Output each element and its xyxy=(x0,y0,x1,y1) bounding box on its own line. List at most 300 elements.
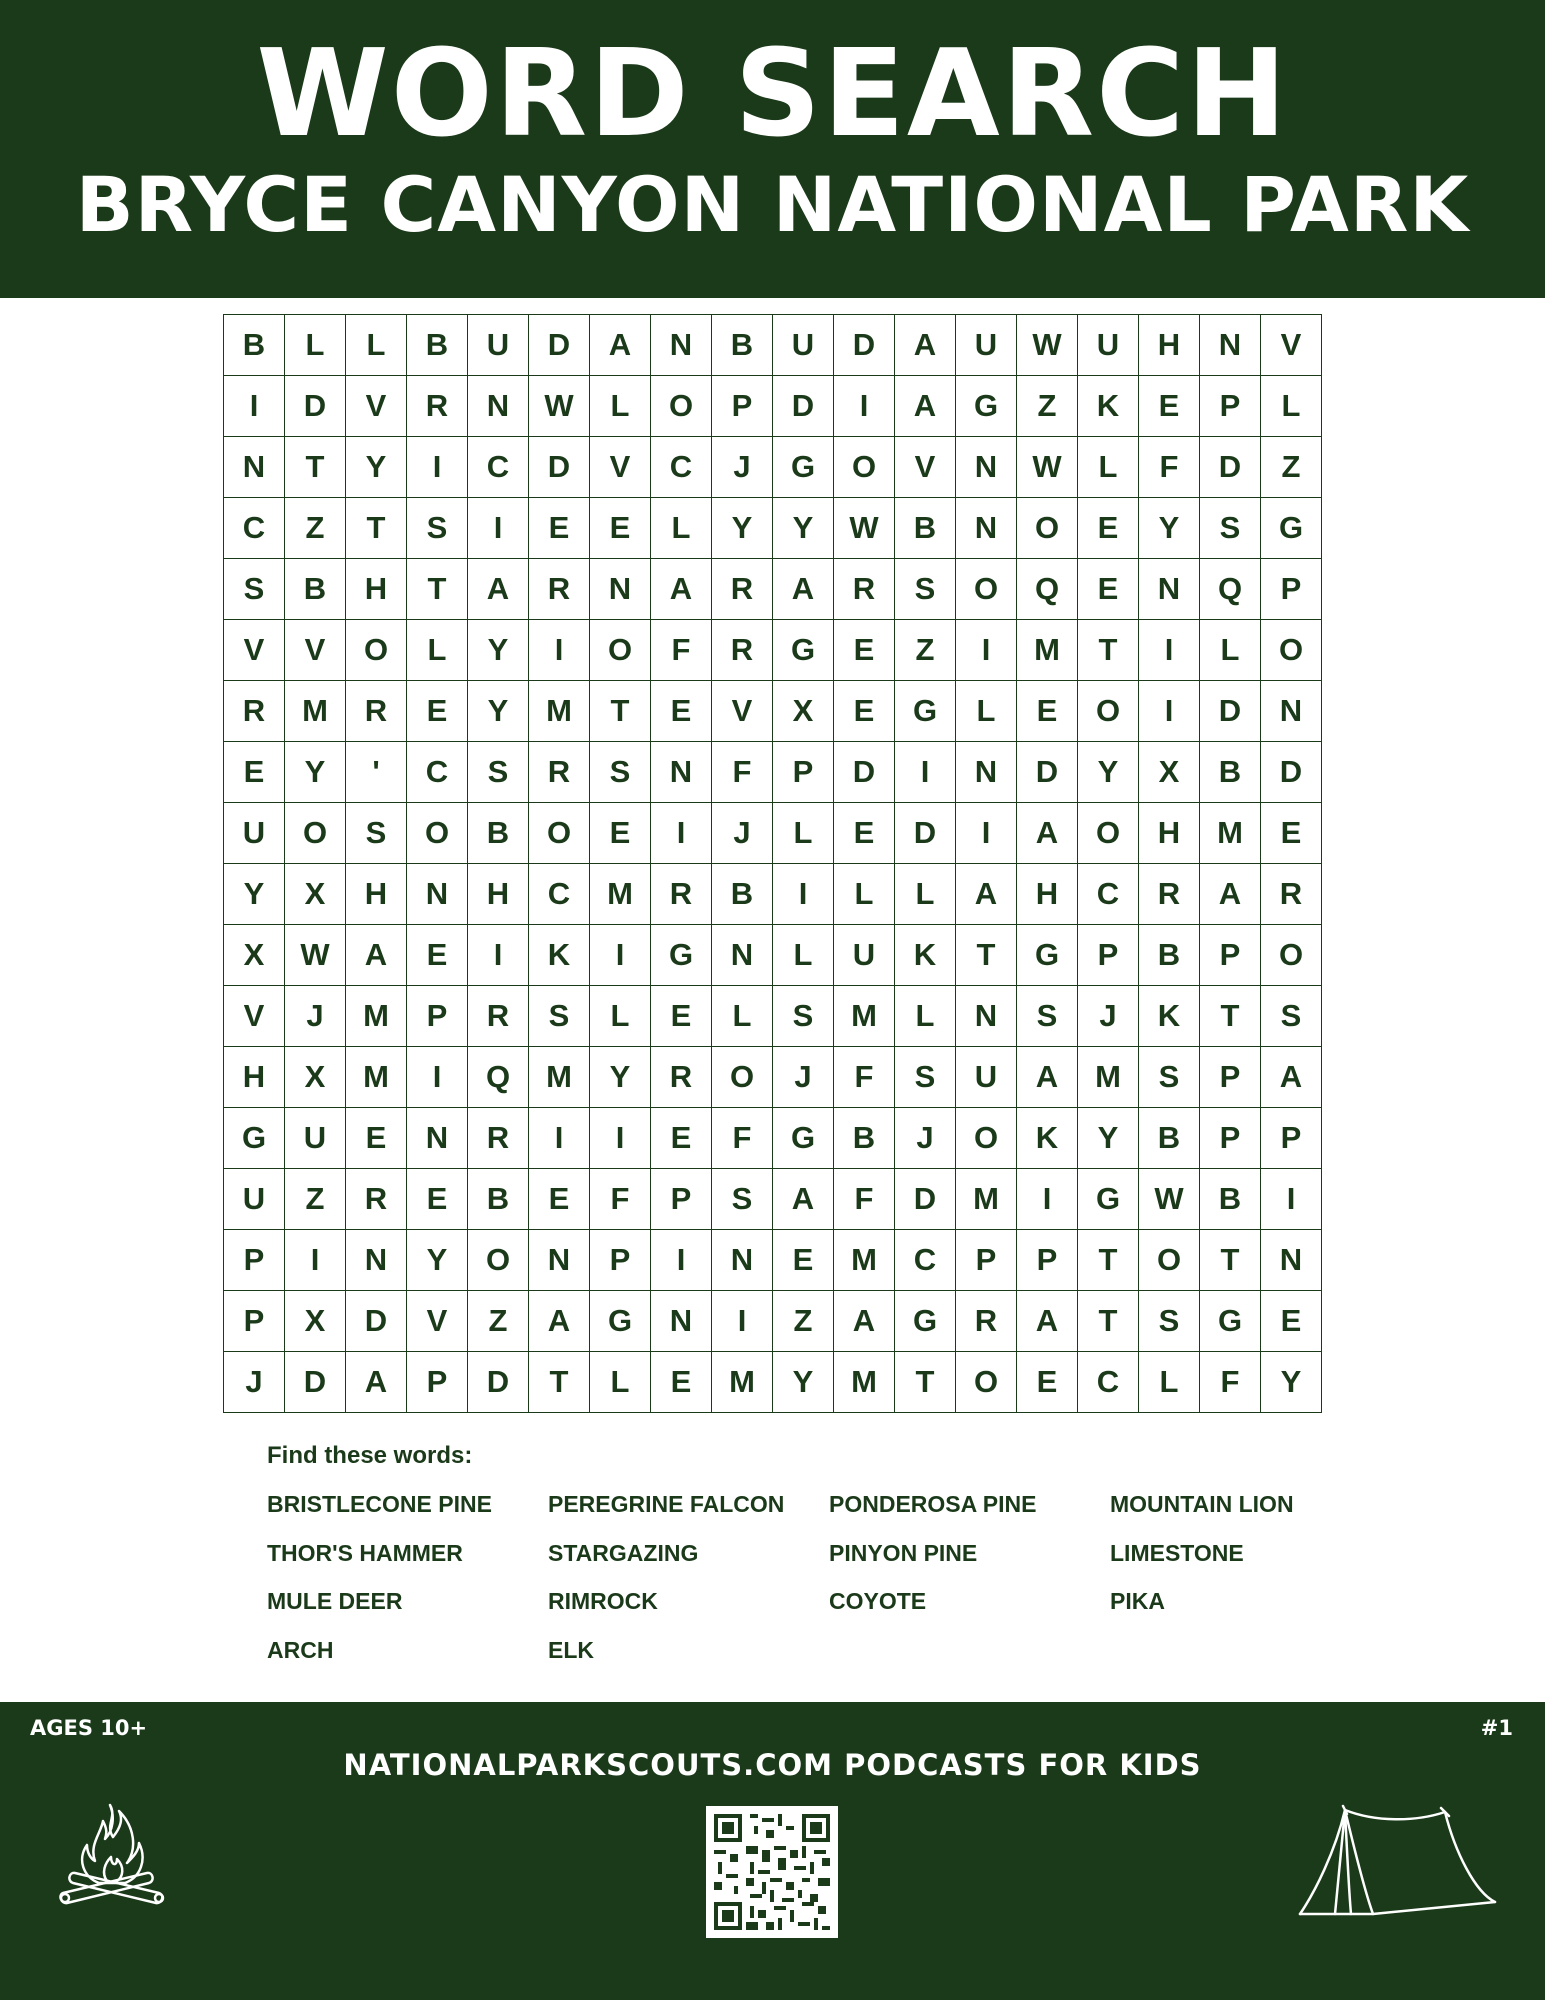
grid-cell[interactable]: T xyxy=(1078,620,1139,681)
grid-cell[interactable]: C xyxy=(651,437,712,498)
grid-cell[interactable]: K xyxy=(529,925,590,986)
grid-cell[interactable]: Y xyxy=(468,681,529,742)
grid-cell[interactable]: S xyxy=(895,1047,956,1108)
grid-cell[interactable]: E xyxy=(590,803,651,864)
grid-cell[interactable]: A xyxy=(1200,864,1261,925)
grid-cell[interactable]: K xyxy=(1078,376,1139,437)
grid-cell[interactable]: Q xyxy=(468,1047,529,1108)
grid-cell[interactable]: P xyxy=(224,1291,285,1352)
grid-cell[interactable]: Y xyxy=(1078,1108,1139,1169)
grid-cell[interactable]: H xyxy=(1139,315,1200,376)
grid-cell[interactable]: G xyxy=(895,1291,956,1352)
grid-cell[interactable]: R xyxy=(529,742,590,803)
grid-cell[interactable]: P xyxy=(712,376,773,437)
grid-cell[interactable]: S xyxy=(1017,986,1078,1047)
grid-cell[interactable]: A xyxy=(651,559,712,620)
grid-cell[interactable]: R xyxy=(834,559,895,620)
grid-cell[interactable]: C xyxy=(1078,864,1139,925)
grid-cell[interactable]: Y xyxy=(712,498,773,559)
grid-cell[interactable]: S xyxy=(1139,1047,1200,1108)
grid-cell[interactable]: T xyxy=(895,1352,956,1413)
grid-cell[interactable]: A xyxy=(1017,1047,1078,1108)
grid-cell[interactable]: P xyxy=(407,1352,468,1413)
grid-cell[interactable]: C xyxy=(1078,1352,1139,1413)
grid-cell[interactable]: S xyxy=(895,559,956,620)
grid-cell[interactable]: H xyxy=(468,864,529,925)
grid-cell[interactable]: U xyxy=(834,925,895,986)
grid-cell[interactable]: H xyxy=(224,1047,285,1108)
grid-cell[interactable]: U xyxy=(956,315,1017,376)
grid-cell[interactable]: I xyxy=(1139,620,1200,681)
grid-cell[interactable]: F xyxy=(834,1047,895,1108)
grid-cell[interactable]: H xyxy=(346,864,407,925)
grid-cell[interactable]: A xyxy=(773,1169,834,1230)
grid-cell[interactable]: P xyxy=(773,742,834,803)
grid-cell[interactable]: T xyxy=(590,681,651,742)
grid-cell[interactable]: Y xyxy=(224,864,285,925)
grid-cell[interactable]: D xyxy=(834,742,895,803)
grid-cell[interactable]: U xyxy=(468,315,529,376)
grid-cell[interactable]: I xyxy=(834,376,895,437)
grid-cell[interactable]: X xyxy=(285,1291,346,1352)
grid-cell[interactable]: O xyxy=(529,803,590,864)
grid-cell[interactable]: G xyxy=(1261,498,1322,559)
grid-cell[interactable]: V xyxy=(285,620,346,681)
grid-cell[interactable]: X xyxy=(285,1047,346,1108)
grid-cell[interactable]: E xyxy=(224,742,285,803)
grid-cell[interactable]: A xyxy=(346,925,407,986)
grid-cell[interactable]: O xyxy=(956,559,1017,620)
grid-cell[interactable]: J xyxy=(773,1047,834,1108)
grid-cell[interactable]: L xyxy=(590,1352,651,1413)
grid-cell[interactable]: G xyxy=(651,925,712,986)
grid-cell[interactable]: E xyxy=(651,681,712,742)
grid-cell[interactable]: N xyxy=(1139,559,1200,620)
grid-cell[interactable]: G xyxy=(773,1108,834,1169)
grid-cell[interactable]: F xyxy=(590,1169,651,1230)
grid-cell[interactable]: I xyxy=(956,620,1017,681)
grid-cell[interactable]: H xyxy=(1017,864,1078,925)
grid-cell[interactable]: P xyxy=(590,1230,651,1291)
grid-cell[interactable]: F xyxy=(1200,1352,1261,1413)
grid-cell[interactable]: I xyxy=(468,498,529,559)
grid-cell[interactable]: I xyxy=(956,803,1017,864)
grid-cell[interactable]: B xyxy=(895,498,956,559)
grid-cell[interactable]: T xyxy=(1078,1230,1139,1291)
grid-cell[interactable]: R xyxy=(468,986,529,1047)
grid-cell[interactable]: R xyxy=(956,1291,1017,1352)
grid-cell[interactable]: E xyxy=(1139,376,1200,437)
grid-cell[interactable]: D xyxy=(285,376,346,437)
grid-cell[interactable]: F xyxy=(712,742,773,803)
grid-cell[interactable]: M xyxy=(834,1230,895,1291)
grid-cell[interactable]: N xyxy=(956,986,1017,1047)
grid-cell[interactable]: I xyxy=(407,1047,468,1108)
grid-cell[interactable]: K xyxy=(1017,1108,1078,1169)
grid-cell[interactable]: A xyxy=(468,559,529,620)
grid-cell[interactable]: C xyxy=(468,437,529,498)
grid-cell[interactable]: I xyxy=(590,925,651,986)
grid-cell[interactable]: L xyxy=(773,925,834,986)
grid-cell[interactable]: L xyxy=(1139,1352,1200,1413)
grid-cell[interactable]: R xyxy=(651,1047,712,1108)
grid-cell[interactable]: A xyxy=(1261,1047,1322,1108)
grid-cell[interactable]: N xyxy=(468,376,529,437)
grid-cell[interactable]: R xyxy=(1139,864,1200,925)
grid-cell[interactable]: G xyxy=(1017,925,1078,986)
grid-cell[interactable]: F xyxy=(651,620,712,681)
grid-cell[interactable]: F xyxy=(1139,437,1200,498)
grid-cell[interactable]: G xyxy=(224,1108,285,1169)
grid-cell[interactable]: P xyxy=(1200,925,1261,986)
grid-cell[interactable]: T xyxy=(407,559,468,620)
grid-cell[interactable]: P xyxy=(651,1169,712,1230)
grid-cell[interactable]: J xyxy=(1078,986,1139,1047)
grid-cell[interactable]: M xyxy=(834,986,895,1047)
grid-cell[interactable]: Y xyxy=(407,1230,468,1291)
grid-cell[interactable]: D xyxy=(895,803,956,864)
grid-cell[interactable]: G xyxy=(590,1291,651,1352)
grid-cell[interactable]: O xyxy=(1261,620,1322,681)
grid-cell[interactable]: N xyxy=(590,559,651,620)
grid-cell[interactable]: J xyxy=(712,437,773,498)
grid-cell[interactable]: T xyxy=(1078,1291,1139,1352)
grid-cell[interactable]: W xyxy=(1139,1169,1200,1230)
grid-cell[interactable]: U xyxy=(1078,315,1139,376)
grid-cell[interactable]: N xyxy=(1200,315,1261,376)
grid-cell[interactable]: J xyxy=(285,986,346,1047)
grid-cell[interactable]: X xyxy=(285,864,346,925)
grid-cell[interactable]: O xyxy=(956,1352,1017,1413)
grid-cell[interactable]: M xyxy=(1078,1047,1139,1108)
grid-cell[interactable]: Y xyxy=(468,620,529,681)
grid-cell[interactable]: V xyxy=(224,986,285,1047)
grid-cell[interactable]: O xyxy=(407,803,468,864)
grid-cell[interactable]: L xyxy=(1200,620,1261,681)
grid-cell[interactable]: A xyxy=(1017,803,1078,864)
grid-cell[interactable]: M xyxy=(346,986,407,1047)
grid-cell[interactable]: T xyxy=(346,498,407,559)
grid-cell[interactable]: B xyxy=(1200,1169,1261,1230)
grid-cell[interactable]: I xyxy=(407,437,468,498)
grid-cell[interactable]: P xyxy=(407,986,468,1047)
grid-cell[interactable]: B xyxy=(224,315,285,376)
grid-cell[interactable]: B xyxy=(285,559,346,620)
grid-cell[interactable]: A xyxy=(834,1291,895,1352)
grid-cell[interactable]: E xyxy=(651,986,712,1047)
grid-cell[interactable]: Y xyxy=(346,437,407,498)
grid-cell[interactable]: Z xyxy=(895,620,956,681)
grid-cell[interactable]: I xyxy=(651,803,712,864)
grid-cell[interactable]: M xyxy=(590,864,651,925)
grid-cell[interactable]: N xyxy=(1261,681,1322,742)
grid-cell[interactable]: U xyxy=(224,803,285,864)
grid-cell[interactable]: K xyxy=(1139,986,1200,1047)
grid-cell[interactable]: D xyxy=(1200,437,1261,498)
grid-cell[interactable]: B xyxy=(468,1169,529,1230)
grid-cell[interactable]: R xyxy=(407,376,468,437)
grid-cell[interactable]: N xyxy=(956,437,1017,498)
grid-cell[interactable]: Z xyxy=(285,498,346,559)
grid-cell[interactable]: O xyxy=(590,620,651,681)
grid-cell[interactable]: M xyxy=(956,1169,1017,1230)
grid-cell[interactable]: O xyxy=(1078,803,1139,864)
grid-cell[interactable]: I xyxy=(712,1291,773,1352)
grid-cell[interactable]: E xyxy=(651,1108,712,1169)
grid-cell[interactable]: U xyxy=(285,1108,346,1169)
grid-cell[interactable]: I xyxy=(1261,1169,1322,1230)
grid-cell[interactable]: B xyxy=(712,864,773,925)
grid-cell[interactable]: E xyxy=(1017,1352,1078,1413)
grid-cell[interactable]: Q xyxy=(1017,559,1078,620)
grid-cell[interactable]: Z xyxy=(773,1291,834,1352)
grid-cell[interactable]: I xyxy=(1139,681,1200,742)
grid-cell[interactable]: G xyxy=(895,681,956,742)
grid-cell[interactable]: M xyxy=(834,1352,895,1413)
grid-cell[interactable]: P xyxy=(1017,1230,1078,1291)
grid-cell[interactable]: W xyxy=(1017,437,1078,498)
grid-cell[interactable]: Y xyxy=(1261,1352,1322,1413)
grid-cell[interactable]: N xyxy=(1261,1230,1322,1291)
grid-cell[interactable]: S xyxy=(712,1169,773,1230)
grid-cell[interactable]: I xyxy=(529,1108,590,1169)
grid-cell[interactable]: Z xyxy=(1261,437,1322,498)
grid-cell[interactable]: L xyxy=(651,498,712,559)
grid-cell[interactable]: Y xyxy=(773,1352,834,1413)
grid-cell[interactable]: G xyxy=(773,437,834,498)
grid-cell[interactable]: R xyxy=(224,681,285,742)
grid-cell[interactable]: T xyxy=(956,925,1017,986)
grid-cell[interactable]: G xyxy=(1078,1169,1139,1230)
grid-cell[interactable]: I xyxy=(773,864,834,925)
grid-cell[interactable]: W xyxy=(285,925,346,986)
grid-cell[interactable]: O xyxy=(346,620,407,681)
grid-cell[interactable]: R xyxy=(712,620,773,681)
grid-cell[interactable]: X xyxy=(773,681,834,742)
grid-cell[interactable]: D xyxy=(1017,742,1078,803)
grid-cell[interactable]: V xyxy=(712,681,773,742)
grid-cell[interactable]: F xyxy=(834,1169,895,1230)
grid-cell[interactable]: B xyxy=(1200,742,1261,803)
grid-cell[interactable]: E xyxy=(407,1169,468,1230)
grid-cell[interactable]: L xyxy=(956,681,1017,742)
grid-cell[interactable]: O xyxy=(1139,1230,1200,1291)
grid-cell[interactable]: B xyxy=(712,315,773,376)
grid-cell[interactable]: H xyxy=(1139,803,1200,864)
grid-cell[interactable]: G xyxy=(773,620,834,681)
grid-cell[interactable]: D xyxy=(346,1291,407,1352)
grid-cell[interactable]: P xyxy=(224,1230,285,1291)
grid-cell[interactable]: I xyxy=(468,925,529,986)
grid-cell[interactable]: A xyxy=(346,1352,407,1413)
grid-cell[interactable]: E xyxy=(407,681,468,742)
grid-cell[interactable]: I xyxy=(224,376,285,437)
grid-cell[interactable]: E xyxy=(773,1230,834,1291)
grid-cell[interactable]: L xyxy=(1078,437,1139,498)
grid-cell[interactable]: O xyxy=(712,1047,773,1108)
grid-cell[interactable]: S xyxy=(407,498,468,559)
grid-cell[interactable]: O xyxy=(956,1108,1017,1169)
grid-cell[interactable]: B xyxy=(407,315,468,376)
grid-cell[interactable]: O xyxy=(285,803,346,864)
grid-cell[interactable]: O xyxy=(1017,498,1078,559)
grid-cell[interactable]: E xyxy=(834,803,895,864)
grid-cell[interactable]: P xyxy=(1078,925,1139,986)
grid-cell[interactable]: E xyxy=(1261,803,1322,864)
grid-cell[interactable]: I xyxy=(1017,1169,1078,1230)
grid-cell[interactable]: D xyxy=(529,437,590,498)
grid-cell[interactable]: V xyxy=(1261,315,1322,376)
grid-cell[interactable]: T xyxy=(529,1352,590,1413)
grid-cell[interactable]: O xyxy=(651,376,712,437)
grid-cell[interactable]: R xyxy=(346,1169,407,1230)
grid-cell[interactable]: L xyxy=(346,315,407,376)
grid-cell[interactable]: D xyxy=(1200,681,1261,742)
grid-cell[interactable]: B xyxy=(1139,925,1200,986)
grid-cell[interactable]: A xyxy=(529,1291,590,1352)
grid-cell[interactable]: L xyxy=(895,864,956,925)
grid-cell[interactable]: M xyxy=(529,1047,590,1108)
grid-cell[interactable]: P xyxy=(1200,1047,1261,1108)
grid-cell[interactable]: S xyxy=(468,742,529,803)
grid-cell[interactable]: K xyxy=(895,925,956,986)
grid-cell[interactable]: Z xyxy=(285,1169,346,1230)
grid-cell[interactable]: Y xyxy=(1078,742,1139,803)
grid-cell[interactable]: N xyxy=(956,742,1017,803)
grid-cell[interactable]: S xyxy=(1139,1291,1200,1352)
grid-cell[interactable]: E xyxy=(346,1108,407,1169)
grid-cell[interactable]: Y xyxy=(285,742,346,803)
grid-cell[interactable]: E xyxy=(1078,559,1139,620)
grid-cell[interactable]: Y xyxy=(590,1047,651,1108)
grid-cell[interactable]: Z xyxy=(468,1291,529,1352)
grid-cell[interactable]: N xyxy=(956,498,1017,559)
grid-cell[interactable]: L xyxy=(407,620,468,681)
grid-cell[interactable]: N xyxy=(651,1291,712,1352)
grid-cell[interactable]: N xyxy=(346,1230,407,1291)
grid-cell[interactable]: D xyxy=(895,1169,956,1230)
grid-cell[interactable]: L xyxy=(1261,376,1322,437)
grid-cell[interactable]: I xyxy=(651,1230,712,1291)
word-search-grid[interactable] xyxy=(223,314,1322,1413)
grid-cell[interactable]: U xyxy=(956,1047,1017,1108)
grid-cell[interactable]: S xyxy=(224,559,285,620)
grid-cell[interactable]: V xyxy=(407,1291,468,1352)
grid-cell[interactable]: W xyxy=(1017,315,1078,376)
grid-cell[interactable]: M xyxy=(712,1352,773,1413)
grid-cell[interactable]: E xyxy=(1078,498,1139,559)
grid-cell[interactable]: G xyxy=(1200,1291,1261,1352)
grid-cell[interactable]: N xyxy=(407,864,468,925)
grid-cell[interactable]: Z xyxy=(1017,376,1078,437)
grid-cell[interactable]: Y xyxy=(773,498,834,559)
grid-cell[interactable]: V xyxy=(224,620,285,681)
grid-cell[interactable]: U xyxy=(773,315,834,376)
grid-cell[interactable]: C xyxy=(407,742,468,803)
grid-cell[interactable]: R xyxy=(468,1108,529,1169)
grid-cell[interactable]: N xyxy=(224,437,285,498)
grid-cell[interactable]: E xyxy=(407,925,468,986)
grid-cell[interactable]: D xyxy=(834,315,895,376)
grid-cell[interactable]: L xyxy=(285,315,346,376)
grid-cell[interactable]: N xyxy=(712,1230,773,1291)
grid-cell[interactable]: X xyxy=(224,925,285,986)
grid-cell[interactable]: S xyxy=(1200,498,1261,559)
grid-cell[interactable]: M xyxy=(285,681,346,742)
grid-cell[interactable]: E xyxy=(590,498,651,559)
grid-cell[interactable]: W xyxy=(834,498,895,559)
grid-cell[interactable]: E xyxy=(1017,681,1078,742)
grid-cell[interactable]: V xyxy=(346,376,407,437)
grid-cell[interactable]: S xyxy=(590,742,651,803)
grid-cell[interactable]: D xyxy=(1261,742,1322,803)
grid-cell[interactable]: F xyxy=(712,1108,773,1169)
grid-cell[interactable]: Q xyxy=(1200,559,1261,620)
grid-cell[interactable]: C xyxy=(224,498,285,559)
grid-cell[interactable]: L xyxy=(834,864,895,925)
grid-cell[interactable]: O xyxy=(468,1230,529,1291)
grid-cell[interactable]: D xyxy=(285,1352,346,1413)
grid-cell[interactable]: A xyxy=(590,315,651,376)
grid-cell[interactable]: A xyxy=(895,315,956,376)
grid-cell[interactable]: R xyxy=(651,864,712,925)
grid-cell[interactable]: T xyxy=(285,437,346,498)
grid-cell[interactable]: A xyxy=(895,376,956,437)
grid-cell[interactable]: B xyxy=(468,803,529,864)
grid-cell[interactable]: S xyxy=(773,986,834,1047)
grid-cell[interactable]: T xyxy=(1200,1230,1261,1291)
grid-cell[interactable]: D xyxy=(529,315,590,376)
grid-cell[interactable]: A xyxy=(1017,1291,1078,1352)
grid-cell[interactable]: V xyxy=(895,437,956,498)
grid-cell[interactable]: S xyxy=(346,803,407,864)
grid-cell[interactable]: L xyxy=(590,986,651,1047)
grid-cell[interactable]: B xyxy=(834,1108,895,1169)
grid-cell[interactable]: P xyxy=(1261,559,1322,620)
grid-cell[interactable]: E xyxy=(834,681,895,742)
grid-cell[interactable]: O xyxy=(1078,681,1139,742)
grid-cell[interactable]: J xyxy=(224,1352,285,1413)
grid-cell[interactable]: P xyxy=(956,1230,1017,1291)
grid-cell[interactable]: C xyxy=(529,864,590,925)
grid-cell[interactable]: L xyxy=(712,986,773,1047)
grid-cell[interactable]: E xyxy=(834,620,895,681)
grid-cell[interactable]: R xyxy=(529,559,590,620)
grid-cell[interactable]: H xyxy=(346,559,407,620)
grid-cell[interactable]: R xyxy=(712,559,773,620)
grid-cell[interactable]: I xyxy=(529,620,590,681)
grid-cell[interactable]: N xyxy=(407,1108,468,1169)
grid-cell[interactable]: J xyxy=(895,1108,956,1169)
grid-cell[interactable]: X xyxy=(1139,742,1200,803)
grid-cell[interactable]: N xyxy=(712,925,773,986)
grid-cell[interactable]: M xyxy=(1200,803,1261,864)
grid-cell[interactable]: Y xyxy=(1139,498,1200,559)
grid-cell[interactable]: N xyxy=(651,315,712,376)
grid-cell[interactable]: G xyxy=(956,376,1017,437)
grid-cell[interactable]: M xyxy=(346,1047,407,1108)
grid-cell[interactable]: D xyxy=(773,376,834,437)
grid-cell[interactable]: I xyxy=(895,742,956,803)
grid-cell[interactable]: D xyxy=(468,1352,529,1413)
grid-cell[interactable]: E xyxy=(1261,1291,1322,1352)
grid-cell[interactable]: E xyxy=(529,1169,590,1230)
grid-cell[interactable]: ' xyxy=(346,742,407,803)
grid-cell[interactable]: P xyxy=(1261,1108,1322,1169)
grid-cell[interactable]: O xyxy=(834,437,895,498)
grid-cell[interactable]: E xyxy=(651,1352,712,1413)
grid-cell[interactable]: N xyxy=(651,742,712,803)
